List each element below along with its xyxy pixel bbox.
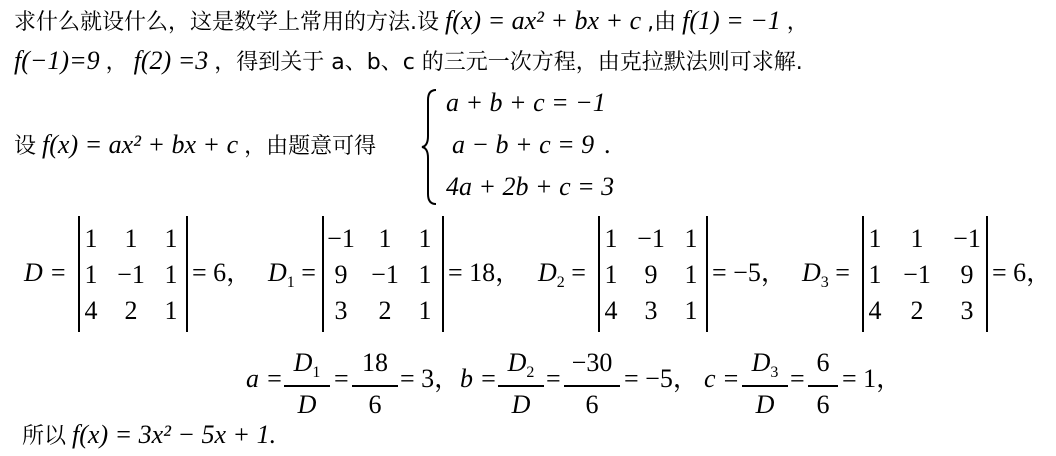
equation-2: a − b + c = 9 [452,130,595,159]
solution-b-frac1: $D_2$ D [496,348,546,424]
det-d-matrix: 1 1 1 1 −1 1 4 2 1 [78,216,188,332]
equation-period: . [604,130,611,159]
solution-c-eq: = [790,364,805,393]
equation-3: 4a + 2b + c = 3 [446,172,615,201]
det-d2-label: $D_2$ = [538,258,586,292]
solution-b-lhs: b = [460,364,498,393]
text-by-condition: ，由题意可得 [244,134,377,159]
solution-c-result: = 1， [842,364,903,393]
solution-b-result: = −5， [624,364,699,393]
text-you: ,由 [647,10,677,35]
det-d1-label: $D_1$ = [268,258,316,292]
intro-text: 求什么就设什么，这是数学上常用的方法.设 [14,10,439,35]
quadratic-formula: f(x) = ax² + bx + c [445,6,642,35]
det-d-value: = 6， [192,258,253,287]
solution-a-lhs: a = [246,364,284,393]
solution-a-frac1: $D_1$ D [282,348,332,424]
solution-c-lhs: c = [704,364,740,393]
comma: ， [786,10,809,35]
final-formula: f(x) = 3x² − 5x + 1. [72,420,277,449]
equation-1: a + b + c = −1 [446,88,606,117]
det-d3-label: $D_3$ = [802,258,850,292]
left-brace-icon [420,88,440,206]
det-d2-matrix: 1 −1 1 1 9 1 4 3 1 [598,216,708,332]
condition-f1: f(1) = −1 [682,6,781,35]
solution-a-frac2: 18 6 [350,348,400,424]
line-1 [14,6,809,38]
det-d3-matrix: 1 1 −1 1 −1 9 4 2 3 [862,216,988,332]
solution-a-eq: = [334,364,349,393]
text-therefore: 所以 [22,424,67,449]
solution-c-frac1: $D_3$ D [740,348,790,424]
condition-f2: f(2) =3 [133,46,209,75]
det-d1-value: = 18， [448,258,522,287]
det-d3-value: = 6， [992,258,1053,287]
quadratic-formula: f(x) = ax² + bx + c [42,130,239,159]
det-d2-value: = −5， [712,258,787,287]
condition-f-neg1: f(−1)=9 [14,46,100,75]
text-she: 设 [14,134,37,159]
cramer-text: ，得到关于 a、b、c 的三元一次方程，由克拉默法则可求解. [214,50,803,75]
equation-system [420,88,620,206]
det-d1-matrix: −1 1 1 9 −1 1 3 2 1 [322,216,444,332]
solution-a-result: = 3， [400,364,461,393]
det-d-label: D = [24,258,67,287]
solution-b-eq: = [546,364,561,393]
solution-c-frac2: 6 6 [806,348,840,424]
comma: ， [105,50,128,75]
conclusion-line [22,420,276,452]
line-3 [14,130,376,162]
line-2 [14,46,803,78]
solution-b-frac2: −30 6 [562,348,622,424]
